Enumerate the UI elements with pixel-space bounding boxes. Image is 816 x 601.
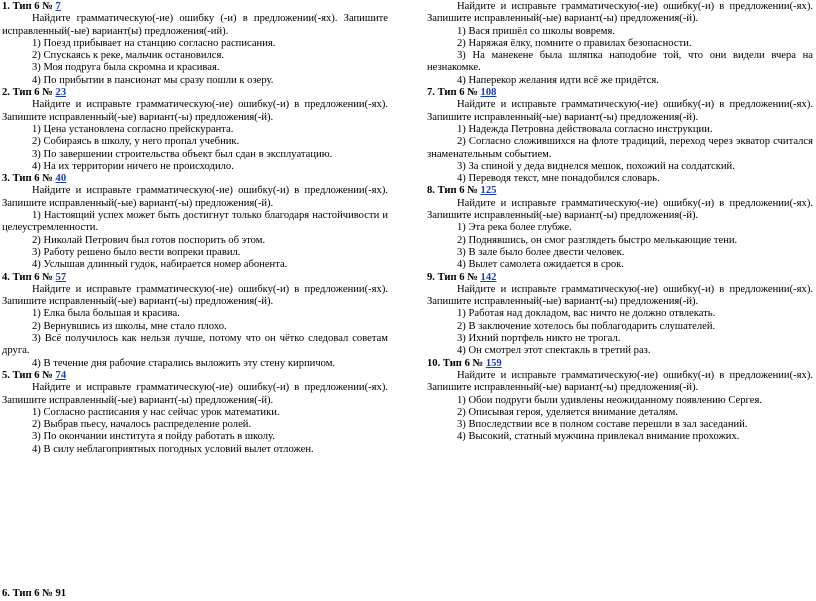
answer-option: 4) По прибытии в пансионат мы сразу пошли к озеру. <box>32 74 274 86</box>
continued-task <box>427 1 813 87</box>
task-instruction: Найдите и исправьте грамматическую(-ие) ошибку(-и) в предложении(-ях). Запишите исправленный(-ые) вариант(-ы) предложения(-й). <box>2 99 388 123</box>
answer-option: 1) Надежда Петровна действовала согласно инструкции. <box>457 123 713 135</box>
task-instruction: Найдите и исправьте грамматическую(-ие) ошибку(-и) в предложении(-ях). Запишите исправленный(-ые) вариант(-ы) предложения(-й). <box>427 1 813 25</box>
answer-option: 4) На их территории ничего не происходило. <box>32 160 234 172</box>
answer-option: 2) Выбрав пьесу, началось распределение ролей. <box>32 419 252 431</box>
answer-option: 4) Он смотрел этот спектакль в третий раз. <box>457 345 651 357</box>
answer-option: 2) Согласно сложившихся на флоте традиций, переход через экватор считался знаменательным событием. <box>427 136 813 160</box>
answer-option: 3) Моя подруга была скромна и красивая. <box>32 62 220 74</box>
answer-option: 4) В течение дня рабочие старались выложить эту стену кирпичом. <box>32 357 336 369</box>
task-instruction: Найдите и исправьте грамматическую(-ие) ошибку(-и) в предложении(-ях). Запишите исправленный(-ые) вариант(-ы) предложения(-й). <box>427 197 813 222</box>
task-type: Тип 6 № <box>12 369 53 381</box>
task-header <box>427 185 813 197</box>
answer-option: 3) Работу решено было вести вопреки правил. <box>32 246 241 258</box>
task-type: Тип 6 № <box>12 173 53 185</box>
task-link[interactable]: 74 <box>55 369 67 381</box>
task-link[interactable]: 159 <box>485 357 502 369</box>
task-block <box>427 87 813 185</box>
answer-option: 1) Обои подруги были удивлены неожиданному появлению Сергея. <box>457 394 762 406</box>
right-column <box>427 1 813 444</box>
task-instruction: Найдите и исправьте грамматическую(-ие) ошибку(-и) в предложении(-ях). Запишите исправленный(-ые) вариант(-ы) предложения(-й). <box>2 382 388 406</box>
task-type: Тип 6 № <box>12 1 53 12</box>
task-type: Тип 6 № <box>437 271 478 283</box>
answer-option: 4) Наперекор желания идти всё же придётся. <box>457 74 659 86</box>
task-block <box>2 370 388 456</box>
task-number: 7. <box>427 87 435 99</box>
task-number: 2. <box>2 87 10 99</box>
task-number: 9. <box>427 271 435 283</box>
answer-option: 4) Переводя текст, мне понадобился словарь. <box>457 173 660 185</box>
task-type: Тип 6 № <box>437 185 478 197</box>
task-number: 4. <box>2 271 10 283</box>
answer-option: 4) Услышав длинный гудок, набирается номер абонента. <box>32 259 288 271</box>
task-type: Тип 6 № <box>12 271 53 283</box>
task-block <box>2 87 388 173</box>
task-link[interactable]: 23 <box>55 87 67 99</box>
task-instruction: Найдите и исправьте грамматическую(-ие) ошибку(-и) в предложении(-ях). Запишите исправленный(-ые) вариант(-ы) предложения(-й). <box>427 99 813 123</box>
task-block <box>427 185 813 271</box>
answer-option: 4) В силу неблагоприятных погодных условий вылет отложен. <box>32 443 314 455</box>
task-header <box>2 1 388 13</box>
answer-option: 1) Цена установлена согласно прейскуранта. <box>32 123 234 135</box>
task-link[interactable]: 7 <box>55 1 61 12</box>
task-block <box>427 272 813 358</box>
task-header <box>2 370 388 382</box>
answer-option: 1) Поезд прибывает на станцию согласно расписания. <box>32 37 276 49</box>
task-number: 3. <box>2 173 10 185</box>
page-footer: 6. Тип 6 № 91 <box>2 588 67 599</box>
answer-option: 2) Описывая героя, уделяется внимание деталям. <box>457 406 678 418</box>
answer-option: 3) Впоследствии все в полном составе перешли в зал заседаний. <box>457 419 748 431</box>
answer-option: 1) Настоящий успех может быть достигнут только благодаря настойчивости и целеустремленности. <box>2 210 388 234</box>
answer-option: 3) По завершении строительства объект был сдан в эксплуатацию. <box>32 148 333 160</box>
task-link[interactable]: 108 <box>480 87 497 99</box>
answer-option: 4) Высокий, статный мужчина привлекал внимание прохожих. <box>457 431 740 443</box>
task-link[interactable]: 40 <box>55 173 67 185</box>
answer-option: 1) Работая над докладом, вас ничто не должно отвлекать. <box>457 308 716 320</box>
task-number: 8. <box>427 185 435 197</box>
task-header <box>2 272 388 284</box>
task-number: 5. <box>2 369 10 381</box>
answer-option: 2) Поднявшись, он смог разглядеть быстро мелькающие тени. <box>457 234 738 246</box>
answer-option: 1) Вася пришёл со школы вовремя. <box>457 25 615 37</box>
answer-option: 4) Вылет самолета ожидается в срок. <box>457 259 624 271</box>
task-instruction: Найдите и исправьте грамматическую(-ие) ошибку(-и) в предложении(-ях). Запишите исправленный(-ые) вариант(-ы) предложения(-й). <box>2 283 388 308</box>
task-block <box>2 1 388 87</box>
task-header <box>427 358 813 370</box>
task-block <box>2 173 388 271</box>
task-header <box>2 173 388 185</box>
answer-option: 2) Спускаясь к реке, мальчик остановился. <box>32 50 225 62</box>
task-block <box>427 358 813 444</box>
answer-option: 2) Вернувшись из школы, мне стало плохо. <box>32 320 227 332</box>
task-number: 10. <box>427 357 441 369</box>
task-number: 1. <box>2 1 10 12</box>
answer-option: 3) Ихний портфель никто не трогал. <box>457 333 621 345</box>
answer-option: 3) На манекене была шляпка наподобие той, что они видели вчера на незнакомке. <box>427 50 813 74</box>
answer-option: 2) Николай Петрович был готов поспорить об этом. <box>32 234 266 246</box>
task-instruction: Найдите грамматическую(-ие) ошибку (-и) в предложении(-ях). Запишите исправленный(-ые) вариант(ы) предложения(-ий). <box>2 13 388 37</box>
task-header <box>427 272 813 284</box>
task-link[interactable]: 57 <box>55 271 67 283</box>
task-instruction: Найдите и исправьте грамматическую(-ие) ошибку(-и) в предложении(-ях). Запишите исправленный(-ые) вариант(-ы) предложения(-й). <box>2 185 388 209</box>
answer-option: 1) Согласно расписания у нас сейчас урок математики. <box>32 406 280 418</box>
answer-option: 2) Наряжая ёлку, помните о правилах безопасности. <box>457 37 692 49</box>
answer-option: 1) Елка была большая и красива. <box>32 308 180 320</box>
task-link[interactable]: 125 <box>480 185 497 197</box>
answer-option: 3) По окончании института я пойду работать в школу. <box>32 431 275 443</box>
task-link[interactable]: 142 <box>480 271 497 283</box>
answer-option: 3) Всё получилось как нельзя лучше, потому что он чётко следовал советам друга. <box>2 333 388 357</box>
task-type: Тип 6 № <box>437 87 478 99</box>
left-column <box>2 1 388 456</box>
task-type: Тип 6 № <box>12 87 53 99</box>
task-block <box>2 272 388 370</box>
answer-option: 3) В зале было более двести человек. <box>457 246 625 258</box>
answer-option: 2) Собираясь в школу, у него пропал учебник. <box>32 136 240 148</box>
task-header <box>427 87 813 99</box>
answer-option: 1) Эта река более глубже. <box>457 222 572 234</box>
task-instruction: Найдите и исправьте грамматическую(-ие) ошибку(-и) в предложении(-ях). Запишите исправленный(-ые) вариант(-ы) предложения(-й). <box>427 283 813 308</box>
task-header <box>2 87 388 99</box>
task-instruction: Найдите и исправьте грамматическую(-ие) ошибку(-и) в предложении(-ях). Запишите исправленный(-ые) вариант(-ы) предложения(-й). <box>427 369 813 394</box>
task-type: Тип 6 № <box>442 357 484 369</box>
answer-option: 2) В заключение хотелось бы поблагодарить слушателей. <box>457 320 716 332</box>
answer-option: 3) За спиной у деда виднелся мешок, похожий на солдатский. <box>457 160 735 172</box>
